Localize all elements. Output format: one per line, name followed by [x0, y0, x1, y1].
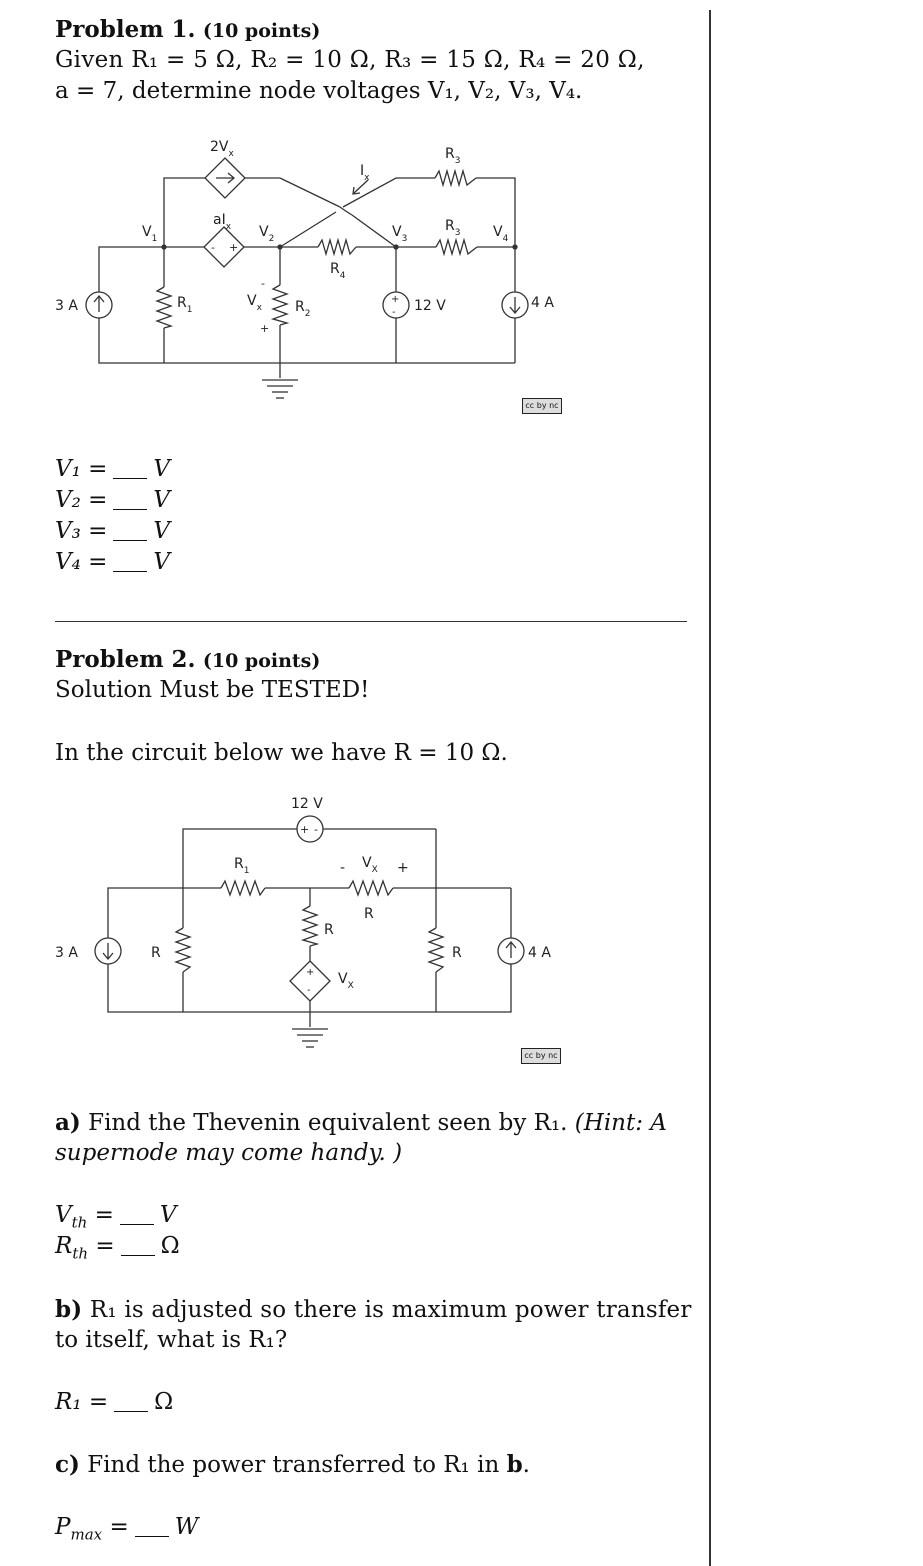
problem2-note: Solution Must be TESTED!	[55, 677, 370, 703]
cc-license-badge: cc by nc	[522, 398, 562, 414]
ix-label: $I_x$	[360, 163, 370, 183]
problem1-heading: Problem 1. (10 points)	[55, 16, 321, 43]
circuit1	[86, 158, 528, 398]
svg-text:+: +	[391, 294, 400, 305]
answer-vth: $V_{th} = V$	[55, 1202, 177, 1232]
svg-text:+: +	[300, 823, 310, 836]
source-4a-label: 4 A	[531, 295, 554, 311]
circuit2-labels	[55, 796, 551, 996]
svg-text:-: -	[307, 985, 311, 996]
r3-mid-label: $R_3$	[445, 218, 461, 238]
answer-rth: $R_{th} = \Omega$	[55, 1233, 180, 1263]
problem1-statement-line2: a = 7, determine node voltages V₁, V₂, V₃, V₄.	[55, 78, 583, 104]
dep-voltage-label: $aI_x$	[213, 212, 232, 232]
c2-r-mid-label: R	[324, 922, 334, 938]
answer-v3: V₃ = V	[55, 518, 171, 544]
r3-top-label: $R_3$	[445, 146, 461, 166]
answer-blank[interactable]	[113, 520, 147, 541]
r2-label: $R_2$	[295, 299, 311, 319]
cc-license-badge-2: cc by nc	[521, 1048, 561, 1064]
c2-3a-label: 3 A	[55, 945, 78, 961]
answer-blank[interactable]	[113, 551, 147, 572]
answer-blank[interactable]	[113, 458, 147, 479]
svg-text:+: +	[397, 860, 409, 876]
dep-current-label: $2V_x$	[210, 139, 234, 159]
svg-text:+: +	[229, 241, 239, 254]
part-a-line1: a) Find the Thevenin equivalent seen by R₁. (Hint: A	[55, 1109, 667, 1136]
part-a-line2: supernode may come handy. )	[55, 1140, 403, 1166]
c2-r1-label: $R_1$	[234, 856, 250, 876]
source-3a-label: 3 A	[55, 298, 78, 314]
answer-blank[interactable]	[135, 1516, 169, 1537]
v2-label: $V_2$	[259, 224, 275, 244]
answer-pmax: $P_{max} = W$	[55, 1514, 199, 1544]
answer-v2: V₂ = V	[55, 487, 171, 513]
svg-text:-: -	[211, 241, 215, 254]
problem2-given: In the circuit below we have R = 10 Ω.	[55, 740, 508, 766]
circuit2	[95, 816, 524, 1047]
svg-text:-: -	[392, 307, 396, 318]
problem2-heading: Problem 2. (10 points)	[55, 646, 321, 673]
v3-label: $V_3$	[392, 224, 408, 244]
circuit1-labels	[55, 139, 554, 335]
vx-label: $V_x$	[247, 293, 262, 313]
source-12v-label: 12 V	[414, 298, 446, 314]
answer-blank[interactable]	[114, 1391, 148, 1412]
c2-dep-vx-label: $V_X$	[338, 971, 354, 991]
part-b-line2: to itself, what is R₁?	[55, 1327, 288, 1353]
answer-blank[interactable]	[120, 1204, 154, 1225]
r4-label: $R_4$	[330, 261, 346, 281]
c2-12v-label: 12 V	[291, 796, 323, 812]
c2-r-left-label: R	[151, 945, 161, 961]
part-c-line: c) Find the power transferred to R₁ in b.	[55, 1451, 530, 1478]
svg-text:-: -	[340, 860, 346, 876]
r1-label: $R_1$	[177, 295, 193, 315]
c2-r-right-label: R	[452, 945, 462, 961]
svg-text:-: -	[314, 823, 318, 836]
c2-vx-label: $V_X$	[362, 855, 378, 875]
answer-v1: V₁ = V	[55, 456, 171, 482]
c2-r-top-label: R	[364, 906, 374, 922]
v1-label: $V_1$	[142, 224, 158, 244]
answer-r1: R₁ = Ω	[55, 1389, 174, 1415]
svg-text:+: +	[260, 322, 270, 335]
part-b-line1: b) R₁ is adjusted so there is maximum power transfer	[55, 1296, 692, 1323]
answer-blank[interactable]	[113, 489, 147, 510]
answer-v4: V₄ = V	[55, 549, 171, 575]
c2-4a-label: 4 A	[528, 945, 551, 961]
svg-text:-: -	[261, 277, 265, 290]
problem1-statement-line1: Given R₁ = 5 Ω, R₂ = 10 Ω, R₃ = 15 Ω, R₄ = 20 Ω,	[55, 47, 645, 73]
svg-text:+: +	[306, 967, 315, 978]
v4-label: $V_4$	[493, 224, 509, 244]
answer-blank[interactable]	[121, 1235, 155, 1256]
